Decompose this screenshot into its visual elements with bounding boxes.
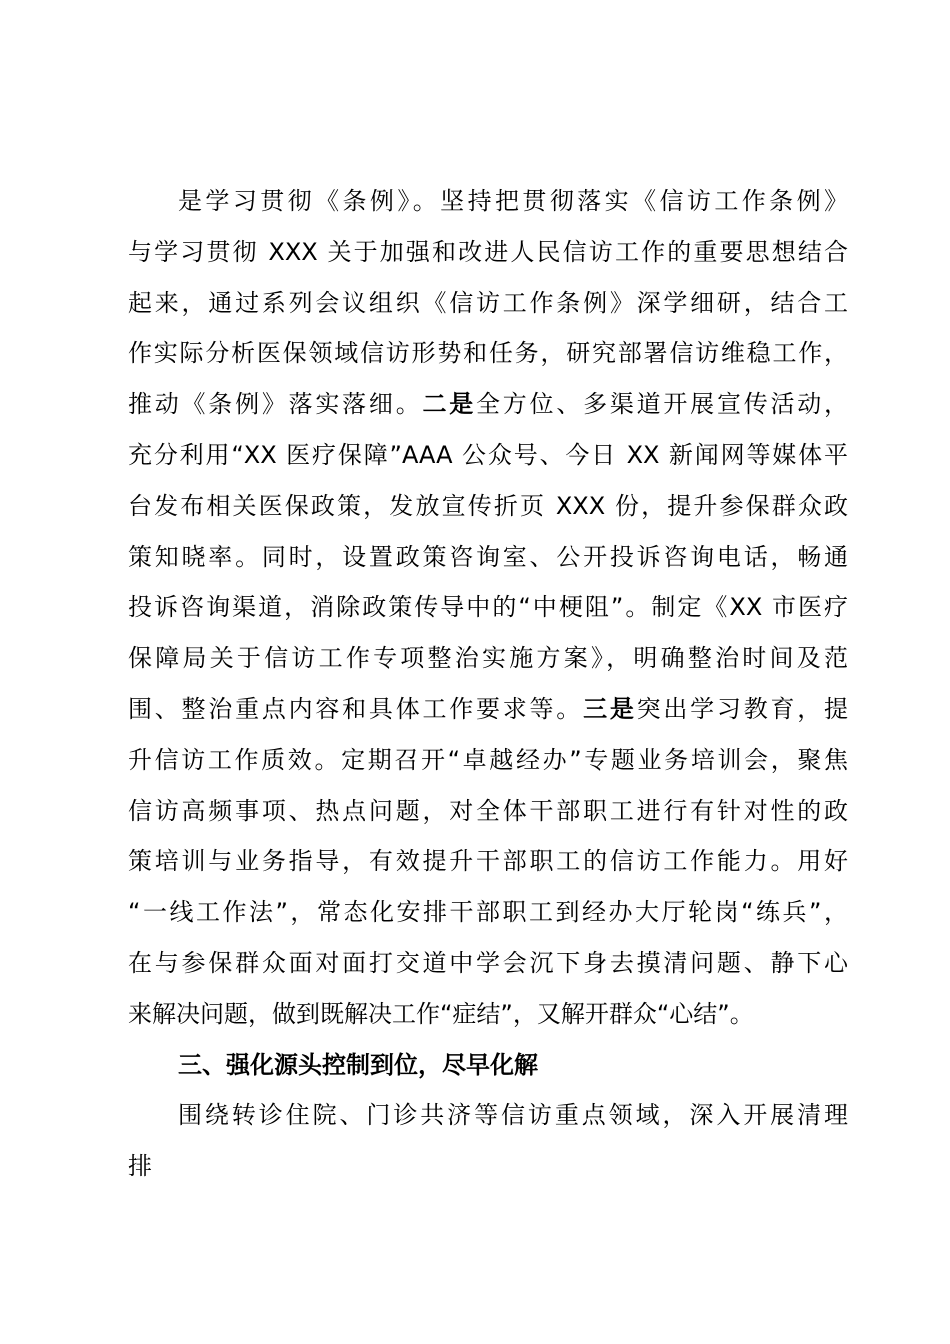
paragraph-line: 保障局关于信访工作专项整治实施方案》，明确整治时间及范 [128, 644, 848, 673]
paragraph-line: 策知晓率。同时，设置政策咨询室、公开投诉咨询电话，畅通 [128, 542, 848, 571]
paragraph-line: 是学习贯彻《条例》。坚持把贯彻落实《信访工作条例》 [178, 187, 848, 215]
paragraph-line: 围绕转诊住院、门诊共济等信访重点领域，深入开展清理 [178, 1101, 848, 1130]
paragraph-line: 升信访工作质效。定期召开“卓越经办”专题业务培训会，聚焦 [128, 745, 848, 774]
paragraph-line: 起来，通过系列会议组织《信访工作条例》深学细研，结合工 [128, 288, 848, 317]
paragraph-line: 与学习贯彻 XXX 关于加强和改进人民信访工作的重要思想结合 [128, 237, 848, 266]
paragraph-line: “一线工作法”，常态化安排干部职工到经办大厅轮岗“练兵”， [128, 898, 848, 927]
paragraph-line: 信访高频事项、热点问题，对全体干部职工进行有针对性的政 [128, 796, 848, 825]
paragraph-line: 在与参保群众面对面打交道中学会沉下身去摸清问题、静下心 [128, 948, 848, 977]
line-segment: 推动《条例》落实落细。 [128, 390, 423, 419]
document-body [128, 176, 848, 1192]
emphasis-two: 二是 [422, 390, 477, 419]
paragraph-line: 充分利用“XX 医疗保障”AAA 公众号、今日 XX 新闻网等媒体平 [128, 440, 848, 469]
paragraph-line: 策培训与业务指导，有效提升干部职工的信访工作能力。用好 [128, 847, 848, 876]
paragraph-line [128, 684, 848, 735]
paragraph-line: 投诉咨询渠道，消除政策传导中的“中梗阻”。制定《XX 市医疗 [128, 593, 848, 622]
emphasis-three: 三是 [583, 694, 637, 723]
paragraph-line [128, 379, 848, 430]
paragraph-line: 排 [128, 1152, 152, 1181]
line-segment: 全方位、多渠道开展宣传活动， [476, 390, 848, 419]
line-segment: 突出学习教育，提 [636, 694, 848, 723]
paragraph-line: 台发布相关医保政策，发放宣传折页 XXX 份，提升参保群众政 [128, 491, 848, 520]
paragraph-line: 来解决问题，做到既解决工作“症结”，又解开群众“心结”。 [128, 999, 754, 1028]
section-heading: 三、强化源头控制到位，尽早化解 [178, 1050, 538, 1079]
paragraph-line: 作实际分析医保领域信访形势和任务，研究部署信访维稳工作， [128, 339, 848, 368]
line-segment: 围、整治重点内容和具体工作要求等。 [128, 694, 584, 723]
